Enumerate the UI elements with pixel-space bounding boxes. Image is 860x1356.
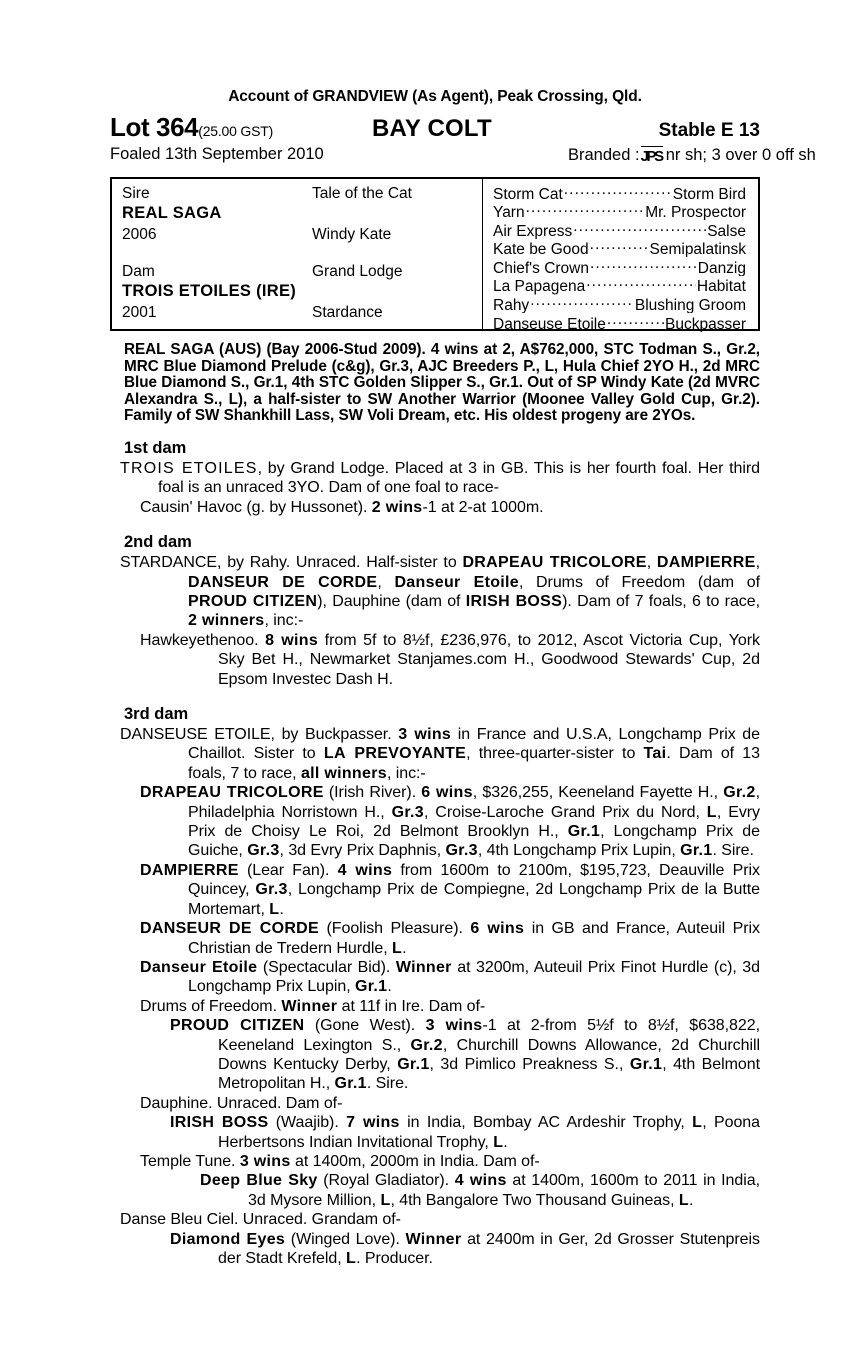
gp-name: Rahy bbox=[493, 297, 530, 314]
gp-sire: Mr. Prospector bbox=[645, 204, 746, 221]
third-dam-line: DANSEUSE ETOILE, by Buckpasser. 3 wins in France and U.S.A, Longchamp Prix de Chaillot. Sister to LA PREVOYANTE, three-quarter-sister to Tai. Dam of 13 foals, 7 to race, all winners, inc:- bbox=[120, 726, 760, 782]
gp-name: Air Express bbox=[493, 222, 573, 239]
third-dam-grand-progeny: Diamond Eyes (Winged Love). Winner at 2400m in Ger, 2d Grosser Stutenpreis der Stadt Krefeld, L. Producer. bbox=[170, 1230, 760, 1267]
sire-year: 2006 bbox=[122, 226, 157, 243]
gp-sire: Danzig bbox=[697, 259, 746, 276]
second-dam-progeny: Hawkeyethenoo. 8 wins from 5f to 8½f, £236,976, to 2012, Ascot Victoria Cup, York Sky Bet H., Newmarket Stanjames.com H., Goodwood Stewards' Cup, 2d Epsom Investec Dash H. bbox=[140, 631, 760, 688]
dam-year: 2001 bbox=[122, 304, 157, 321]
third-dam-progeny: DAMPIERRE (Lear Fan). 4 wins from 1600m to 2100m, $195,723, Deauville Prix Quincey, Gr.3, Longchamp Prix de Compiegne, 2d Longchamp Prix de la Butte Mortemart, L. bbox=[140, 861, 760, 918]
dot-leader bbox=[564, 183, 672, 199]
dot-leader bbox=[590, 257, 697, 273]
dot-leader bbox=[590, 239, 649, 255]
lot-header-row bbox=[110, 113, 760, 143]
gp-name: Danseuse Etoile bbox=[493, 315, 606, 332]
foaled-branded-row bbox=[110, 145, 816, 169]
dot-leader bbox=[526, 202, 645, 218]
pedigree-gp-row bbox=[493, 276, 746, 295]
pedigree-right-column bbox=[482, 179, 758, 332]
gp-sire: Storm Bird bbox=[672, 185, 746, 202]
lot-gst: (25.00 GST) bbox=[198, 123, 274, 139]
third-dam-progeny: Danseur Etoile (Spectacular Bid). Winner at 3200m, Auteuil Prix Finot Hurdle (c), 3d Longchamp Prix Lupin, Gr.1. bbox=[140, 958, 760, 996]
branded-detail: nr sh; 3 over 0 off sh bbox=[665, 146, 816, 164]
sire-sire: Tale of the Cat bbox=[312, 185, 412, 202]
dot-leader bbox=[586, 276, 696, 292]
sire-name: REAL SAGA bbox=[122, 204, 222, 222]
dam-label: Dam bbox=[122, 263, 155, 280]
third-dam-great-progeny: Deep Blue Sky (Royal Gladiator). 4 wins at 1400m, 1600m to 2011 in India, 3d Mysore Million, L, 4th Bangalore Two Thousand Guineas, L. bbox=[200, 1172, 760, 1209]
colt-type: BAY COLT bbox=[372, 115, 492, 142]
stable-number: Stable E 13 bbox=[658, 120, 760, 141]
pedigree-gp-row bbox=[493, 239, 746, 258]
first-dam-progeny: Causin' Havoc (g. by Hussonet). 2 wins-1 at 2-at 1000m. bbox=[140, 498, 544, 516]
gp-name: Chief's Crown bbox=[493, 259, 589, 276]
pedigree-table bbox=[110, 177, 760, 331]
first-dam-section bbox=[110, 439, 760, 517]
gp-sire: Semipalatinsk bbox=[649, 241, 746, 258]
gp-sire: Salse bbox=[707, 222, 746, 239]
lot-number: Lot 364 bbox=[110, 112, 199, 142]
gp-sire: Habitat bbox=[696, 278, 746, 295]
foaled-date: Foaled 13th September 2010 bbox=[110, 145, 324, 163]
lot-left-group bbox=[110, 112, 273, 143]
third-dam-progeny: Dauphine. Unraced. Dam of- bbox=[140, 1094, 343, 1112]
third-dam-heading: 3rd dam bbox=[124, 705, 189, 724]
brand-mark-icon: JPS bbox=[640, 148, 662, 165]
pedigree-gp-row bbox=[493, 313, 746, 332]
second-dam-heading: 2nd dam bbox=[124, 533, 192, 552]
sire-label: Sire bbox=[122, 185, 150, 202]
gp-name: La Papagena bbox=[493, 278, 586, 295]
dam-dam: Stardance bbox=[312, 304, 383, 321]
dot-leader bbox=[573, 220, 706, 236]
pedigree-gp-row bbox=[493, 295, 746, 314]
third-dam-progeny: DANSEUR DE CORDE (Foolish Pleasure). 6 wins in GB and France, Auteuil Prix Christian de Tredern Hurdle, L. bbox=[140, 920, 760, 957]
dam-sire: Grand Lodge bbox=[312, 263, 403, 280]
dam-name: TROIS ETOILES (IRE) bbox=[122, 282, 297, 300]
sire-dam: Windy Kate bbox=[312, 226, 392, 243]
third-dam-grand-progeny: PROUD CITIZEN (Gone West). 3 wins-1 at 2-from 5½f to 8½f, $638,822, Keeneland Lexington S., Gr.2, Churchill Downs Allowance, 2d Churchill Downs Kentucky Derby, Gr.1, 3d Pimlico Preakness S., Gr.1, 4th Belmont Metropolitan H., Gr.1. Sire. bbox=[170, 1017, 760, 1093]
third-dam-grand-progeny: IRISH BOSS (Waajib). 7 wins in India, Bombay AC Ardeshir Trophy, L, Poona Herbertsons Indian Invitational Trophy, L. bbox=[170, 1114, 760, 1151]
pedigree-grandparent-list bbox=[483, 179, 758, 332]
dot-leader bbox=[530, 295, 634, 311]
gp-name: Storm Cat bbox=[493, 185, 563, 202]
pedigree-gp-row bbox=[493, 202, 746, 221]
pedigree-left-columns bbox=[112, 179, 482, 329]
sire-summary-paragraph: REAL SAGA (AUS) (Bay 2006-Stud 2009). 4 wins at 2, A$762,000, STC Todman S., Gr.2, MRC Blue Diamond Prelude (c&g), Gr.3, AJC Breeders P., L, Hula Chief 2YO H., 2d MRC Blue Diamond S., Gr.1, 4th STC Golden Slipper S., Gr.1. Out of SP Windy Kate (2d MVRC Alexandra S., L), a half-sister to SW Another Warrior (Moonee Valley Gold Cup, Gr.2). Family of SW Shankhill Lass, SW Voli Dream, etc. His oldest progeny are 2YOs. bbox=[124, 341, 760, 425]
dot-leader bbox=[607, 313, 664, 329]
gp-sire: Buckpasser bbox=[665, 315, 746, 332]
third-dam-section bbox=[110, 705, 760, 1268]
pedigree-gp-row bbox=[493, 257, 746, 276]
first-dam-heading: 1st dam bbox=[124, 438, 187, 457]
second-dam-line: STARDANCE, by Rahy. Unraced. Half-sister to DRAPEAU TRICOLORE, DAMPIERRE, DANSEUR DE CORDE, Danseur Etoile, Drums of Freedom (dam of PROUD CITIZEN), Dauphine (dam of IRISH BOSS). Dam of 7 foals, 6 to race, 2 winners, inc:- bbox=[120, 554, 760, 630]
branded-label: Branded : bbox=[568, 146, 640, 164]
account-line: Account of GRANDVIEW (As Agent), Peak Crossing, Qld. bbox=[228, 88, 642, 105]
second-dam-section bbox=[110, 533, 760, 689]
third-dam-progeny: DRAPEAU TRICOLORE (Irish River). 6 wins, $326,255, Keeneland Fayette H., Gr.2, Philadelphia Norristown H., Gr.3, Croise-Laroche Grand Prix du Nord, L, Evry Prix de Choisy Le Roi, 2d Belmont Brooklyn H., Gr.1, Longchamp Prix de Guiche, Gr.3, 3d Evry Prix Daphnis, Gr.3, 4th Longchamp Prix Lupin, Gr.1. Sire. bbox=[140, 784, 761, 860]
first-dam-line: TROIS ETOILES, by Grand Lodge. Placed at 3 in GB. This is her fourth foal. Her third foal is an unraced 3YO. Dam of one foal to race- bbox=[120, 459, 760, 497]
gp-name: Yarn bbox=[493, 204, 525, 221]
gp-sire: Blushing Groom bbox=[634, 297, 746, 314]
gp-name: Kate be Good bbox=[493, 241, 589, 258]
pedigree-gp-row bbox=[493, 183, 746, 202]
third-dam-progeny: Danse Bleu Ciel. Unraced. Grandam of- bbox=[120, 1211, 401, 1229]
third-dam-grand-progeny: Temple Tune. 3 wins at 1400m, 2000m in India. Dam of- bbox=[140, 1152, 540, 1170]
pedigree-gp-row bbox=[493, 220, 746, 239]
catalogue-sheet bbox=[110, 88, 816, 1268]
branded-info bbox=[568, 145, 816, 165]
third-dam-progeny: Drums of Freedom. Winner at 11f in Ire. Dam of- bbox=[140, 997, 486, 1015]
